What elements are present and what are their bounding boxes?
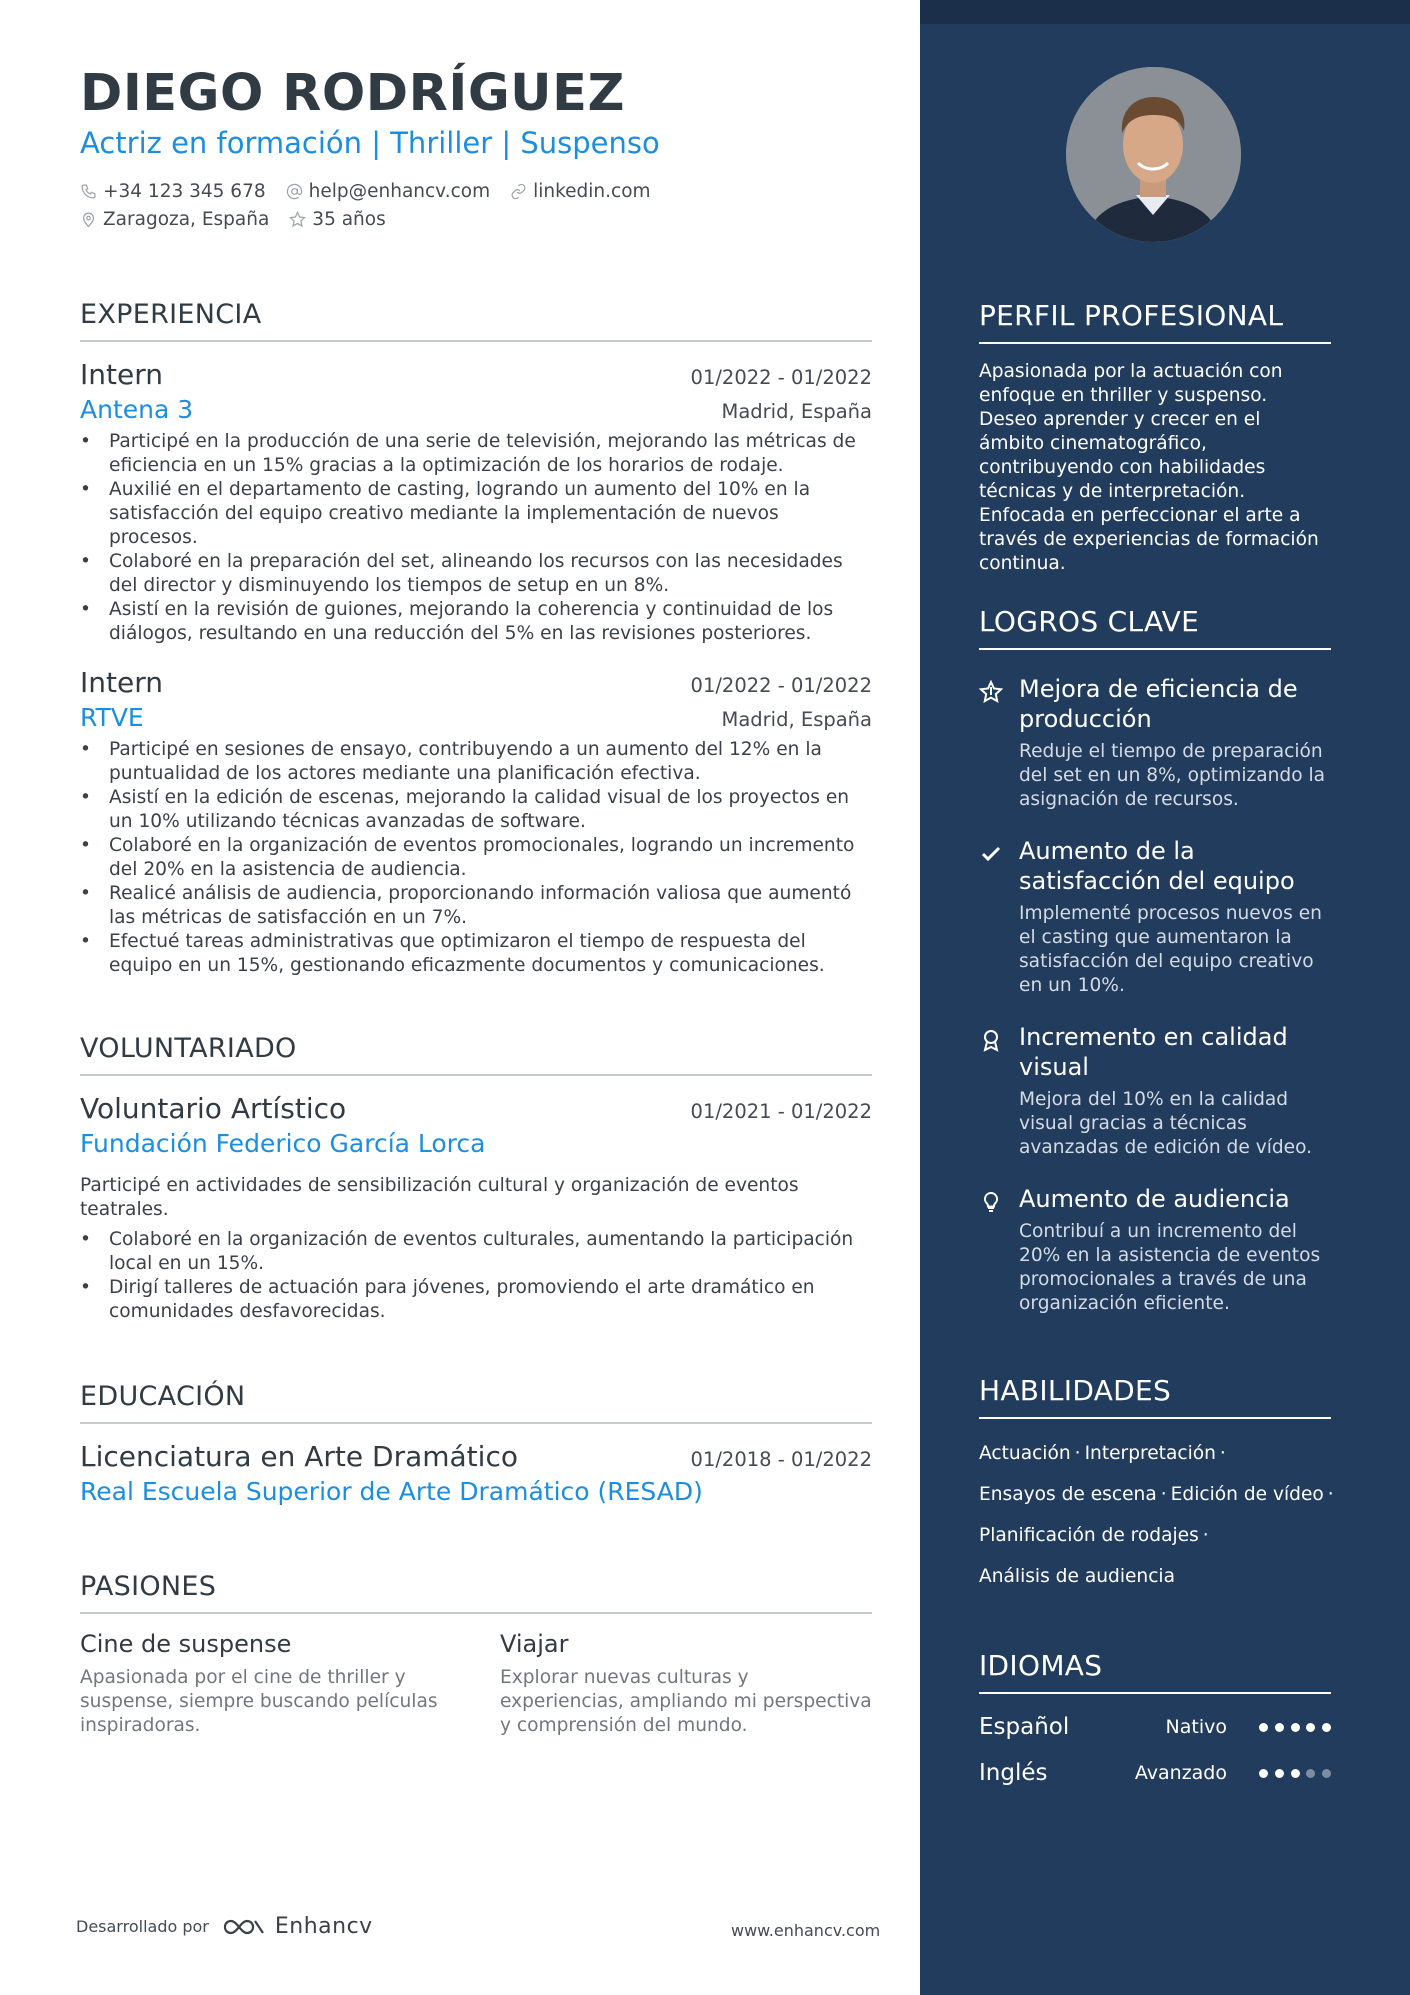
language-row: [979, 1760, 1331, 1786]
achievements-title: LOGROS CLAVE: [979, 605, 1331, 650]
passion-item: [80, 1630, 500, 1738]
job-location: Madrid, España: [721, 708, 872, 731]
avatar: [1066, 67, 1241, 242]
footer-website[interactable]: www.enhancv.com: [731, 1921, 881, 1940]
achievement-title: Aumento de la satisfacción del equipo: [1019, 837, 1295, 895]
skill-item: Planificación de rodajes: [979, 1525, 1199, 1546]
job-bullets: [80, 430, 872, 646]
language-name: Español: [979, 1714, 1070, 1740]
bullet-item: • Asistí en la revisión de guiones, mejorando la coherencia y continuidad de los diálogos, resultando en una reducción del 5% en las revisiones posteriores.: [80, 598, 872, 646]
rating-dot: [1275, 1723, 1284, 1732]
rating-dot: [1259, 1723, 1268, 1732]
skills-title: HABILIDADES: [979, 1374, 1331, 1419]
achievements-section: [979, 605, 1331, 1316]
volunteer-org: Fundación Federico García Lorca: [80, 1129, 486, 1158]
education-entry: [80, 1440, 872, 1506]
achievement-description: Contribuí a un incremento del 20% en la asistencia de eventos promocionales a través de una organización eficiente.: [1019, 1221, 1321, 1314]
bullet-item: • Colaboré en la organización de eventos promocionales, logrando un incremento del 20% en la asistencia de audiencia.: [80, 834, 872, 882]
languages-title: IDIOMAS: [979, 1649, 1331, 1694]
job-role: Intern: [80, 666, 163, 699]
achievement-item: [979, 1022, 1331, 1160]
contact-location: [80, 209, 269, 230]
languages-section: [979, 1649, 1331, 1786]
candidate-name: DIEGO RODRÍGUEZ: [80, 64, 625, 123]
contact-row-1: [80, 181, 671, 202]
bullet-item: • Participé en la producción de una serie de televisión, mejorando las métricas de eficiencia en un 15% gracias a la optimización de los horarios de rodaje.: [80, 430, 872, 478]
volunteer-description: Participé en actividades de sensibilización cultural y organización de eventos teatrales.: [80, 1175, 799, 1220]
phone-icon: [80, 183, 97, 200]
contact-age: [289, 209, 385, 230]
experience-title: EXPERIENCIA: [80, 299, 872, 342]
rating-dot: [1275, 1769, 1284, 1778]
phone-text: +34 123 345 678: [103, 181, 266, 202]
volunteer-role: Voluntario Artístico: [80, 1092, 347, 1125]
volunteer-dates: 01/2021 - 01/2022: [690, 1100, 872, 1123]
star-icon: [979, 680, 1003, 704]
volunteer-bullets: [80, 1228, 872, 1324]
education-section: [80, 1381, 872, 1506]
rating-dot: [1322, 1769, 1331, 1778]
link-icon: [510, 183, 527, 200]
sidebar-top-band: [920, 0, 1410, 24]
rating-dot: [1291, 1769, 1300, 1778]
bullet-item: • Colaboré en la organización de eventos culturales, aumentando la participación local en un 15%.: [80, 1228, 872, 1276]
location-text: Zaragoza, España: [103, 209, 270, 230]
star-outline-icon: [289, 211, 306, 228]
achievement-description: Mejora del 10% en la calidad visual gracias a técnicas avanzadas de edición de vídeo.: [1019, 1089, 1313, 1158]
job-role: Intern: [80, 358, 163, 391]
infinity-logo-icon: [221, 1915, 267, 1939]
bullet-item: • Asistí en la edición de escenas, mejorando la calidad visual de los proyectos en un 10% utilizando técnicas avanzadas de software.: [80, 786, 872, 834]
job-dates: 01/2022 - 01/2022: [690, 366, 872, 389]
education-title: EDUCACIÓN: [80, 1381, 872, 1424]
rating-dot: [1259, 1769, 1268, 1778]
bullet-item: • Realicé análisis de audiencia, proporcionando información valiosa que aumentó las métricas de satisfacción en un 7%.: [80, 882, 872, 930]
education-dates: 01/2018 - 01/2022: [690, 1448, 872, 1471]
language-level: Nativo: [1165, 1716, 1227, 1738]
passion-item: [500, 1630, 872, 1738]
footer-credit: [76, 1914, 373, 1939]
profile-text: Apasionada por la actuación con enfoque en thriller y suspenso. Deseo aprender y crecer en el ámbito cinematográfico, contribuyendo con habilidades técnicas y de interpretación. Enfocada en perfeccionar el arte a través de experiencias de formación continua.: [979, 361, 1319, 574]
skill-item: Análisis de audiencia: [979, 1566, 1175, 1587]
contact-linkedin[interactable]: [510, 181, 650, 202]
experience-entry: [80, 666, 872, 978]
award-icon: [979, 1028, 1003, 1052]
rating-dot: [1306, 1723, 1315, 1732]
degree-name: Licenciatura en Arte Dramático: [80, 1440, 518, 1473]
achievement-title: Aumento de audiencia: [1019, 1185, 1290, 1213]
enhancv-logo[interactable]: [221, 1914, 373, 1939]
at-icon: [286, 183, 303, 200]
developed-by-text: Desarrollado por: [76, 1917, 209, 1936]
achievement-item: [979, 836, 1331, 998]
experience-section: [80, 299, 872, 978]
location-pin-icon: [80, 211, 97, 228]
volunteer-section: [80, 1033, 872, 1324]
language-name: Inglés: [979, 1760, 1048, 1786]
achievement-title: Incremento en calidad visual: [1019, 1023, 1288, 1081]
job-company: Antena 3: [80, 395, 194, 424]
candidate-tagline: Actriz en formación | Thriller | Suspenso: [80, 126, 660, 160]
profile-title: PERFIL PROFESIONAL: [979, 299, 1331, 344]
check-icon: [979, 842, 1003, 866]
job-company: RTVE: [80, 703, 144, 732]
lightbulb-icon: [979, 1190, 1003, 1214]
bullet-item: • Efectué tareas administrativas que optimizaron el tiempo de respuesta del equipo en un 15%, gestionando eficazmente documentos y comunicaciones.: [80, 930, 872, 978]
volunteer-title: VOLUNTARIADO: [80, 1033, 872, 1076]
job-bullets: [80, 738, 872, 978]
contact-email[interactable]: [286, 181, 490, 202]
passion-title: Cine de suspense: [80, 1630, 292, 1658]
experience-entry: [80, 358, 872, 646]
achievement-item: [979, 1184, 1331, 1316]
profile-section: [979, 299, 1331, 576]
achievement-item: [979, 674, 1331, 812]
brand-name: Enhancv: [274, 1914, 373, 1939]
contact-row-2: [80, 209, 406, 230]
bullet-item: • Participé en sesiones de ensayo, contribuyendo a un aumento del 12% en la puntualidad de los actores mediante una planificación efectiva.: [80, 738, 872, 786]
job-dates: 01/2022 - 01/2022: [690, 674, 872, 697]
contact-phone[interactable]: [80, 181, 266, 202]
school-name: Real Escuela Superior de Arte Dramático (RESAD): [80, 1477, 703, 1506]
language-rating: [1259, 1769, 1331, 1778]
bullet-item: • Auxilié en el departamento de casting, logrando un aumento del 10% en la satisfacción del equipo creativo mediante la implementación de nuevos procesos.: [80, 478, 872, 550]
achievement-description: Implementé procesos nuevos en el casting que aumentaron la satisfacción del equipo creativo en un 10%.: [1019, 903, 1322, 996]
skill-item: Interpretación: [1084, 1443, 1216, 1464]
bullet-item: • Dirigí talleres de actuación para jóvenes, promoviendo el arte dramático en comunidades desfavorecidas.: [80, 1276, 872, 1324]
passion-description: Explorar nuevas culturas y experiencias, ampliando mi perspectiva y comprensión del mundo.: [500, 1667, 872, 1736]
language-row: [979, 1714, 1331, 1740]
skill-item: Ensayos de escena: [979, 1484, 1157, 1505]
achievement-title: Mejora de eficiencia de producción: [1019, 675, 1298, 733]
achievement-description: Reduje el tiempo de preparación del set en un 8%, optimizando la asignación de recursos.: [1019, 741, 1326, 810]
skill-item: Actuación: [979, 1443, 1071, 1464]
linkedin-text: linkedin.com: [533, 181, 651, 202]
rating-dot: [1306, 1769, 1315, 1778]
job-location: Madrid, España: [721, 400, 872, 423]
rating-dot: [1291, 1723, 1300, 1732]
sidebar: [920, 0, 1410, 1995]
skill-item: Edición de vídeo: [1170, 1484, 1324, 1505]
email-text: help@enhancv.com: [308, 181, 491, 202]
passion-description: Apasionada por el cine de thriller y suspense, siempre buscando películas inspiradoras.: [80, 1667, 438, 1736]
passions-title: PASIONES: [80, 1571, 872, 1614]
passions-section: [80, 1571, 872, 1738]
passion-title: Viajar: [500, 1630, 569, 1658]
language-rating: [1259, 1723, 1331, 1732]
language-level: Avanzado: [1134, 1762, 1227, 1784]
volunteer-entry: [80, 1092, 872, 1324]
age-text: 35 años: [312, 209, 386, 230]
skills-section: HABILIDADES Actuación · Interpretación · Ensayos de escena · Edición de vídeo · Planificación de rodajes · Análisis de audiencia: [979, 1374, 1334, 1587]
bullet-item: • Colaboré en la preparación del set, alineando los recursos con las necesidades del director y disminuyendo los tiempos de setup en un 8%.: [80, 550, 872, 598]
rating-dot: [1322, 1723, 1331, 1732]
avatar-portrait-icon: [1066, 67, 1241, 242]
